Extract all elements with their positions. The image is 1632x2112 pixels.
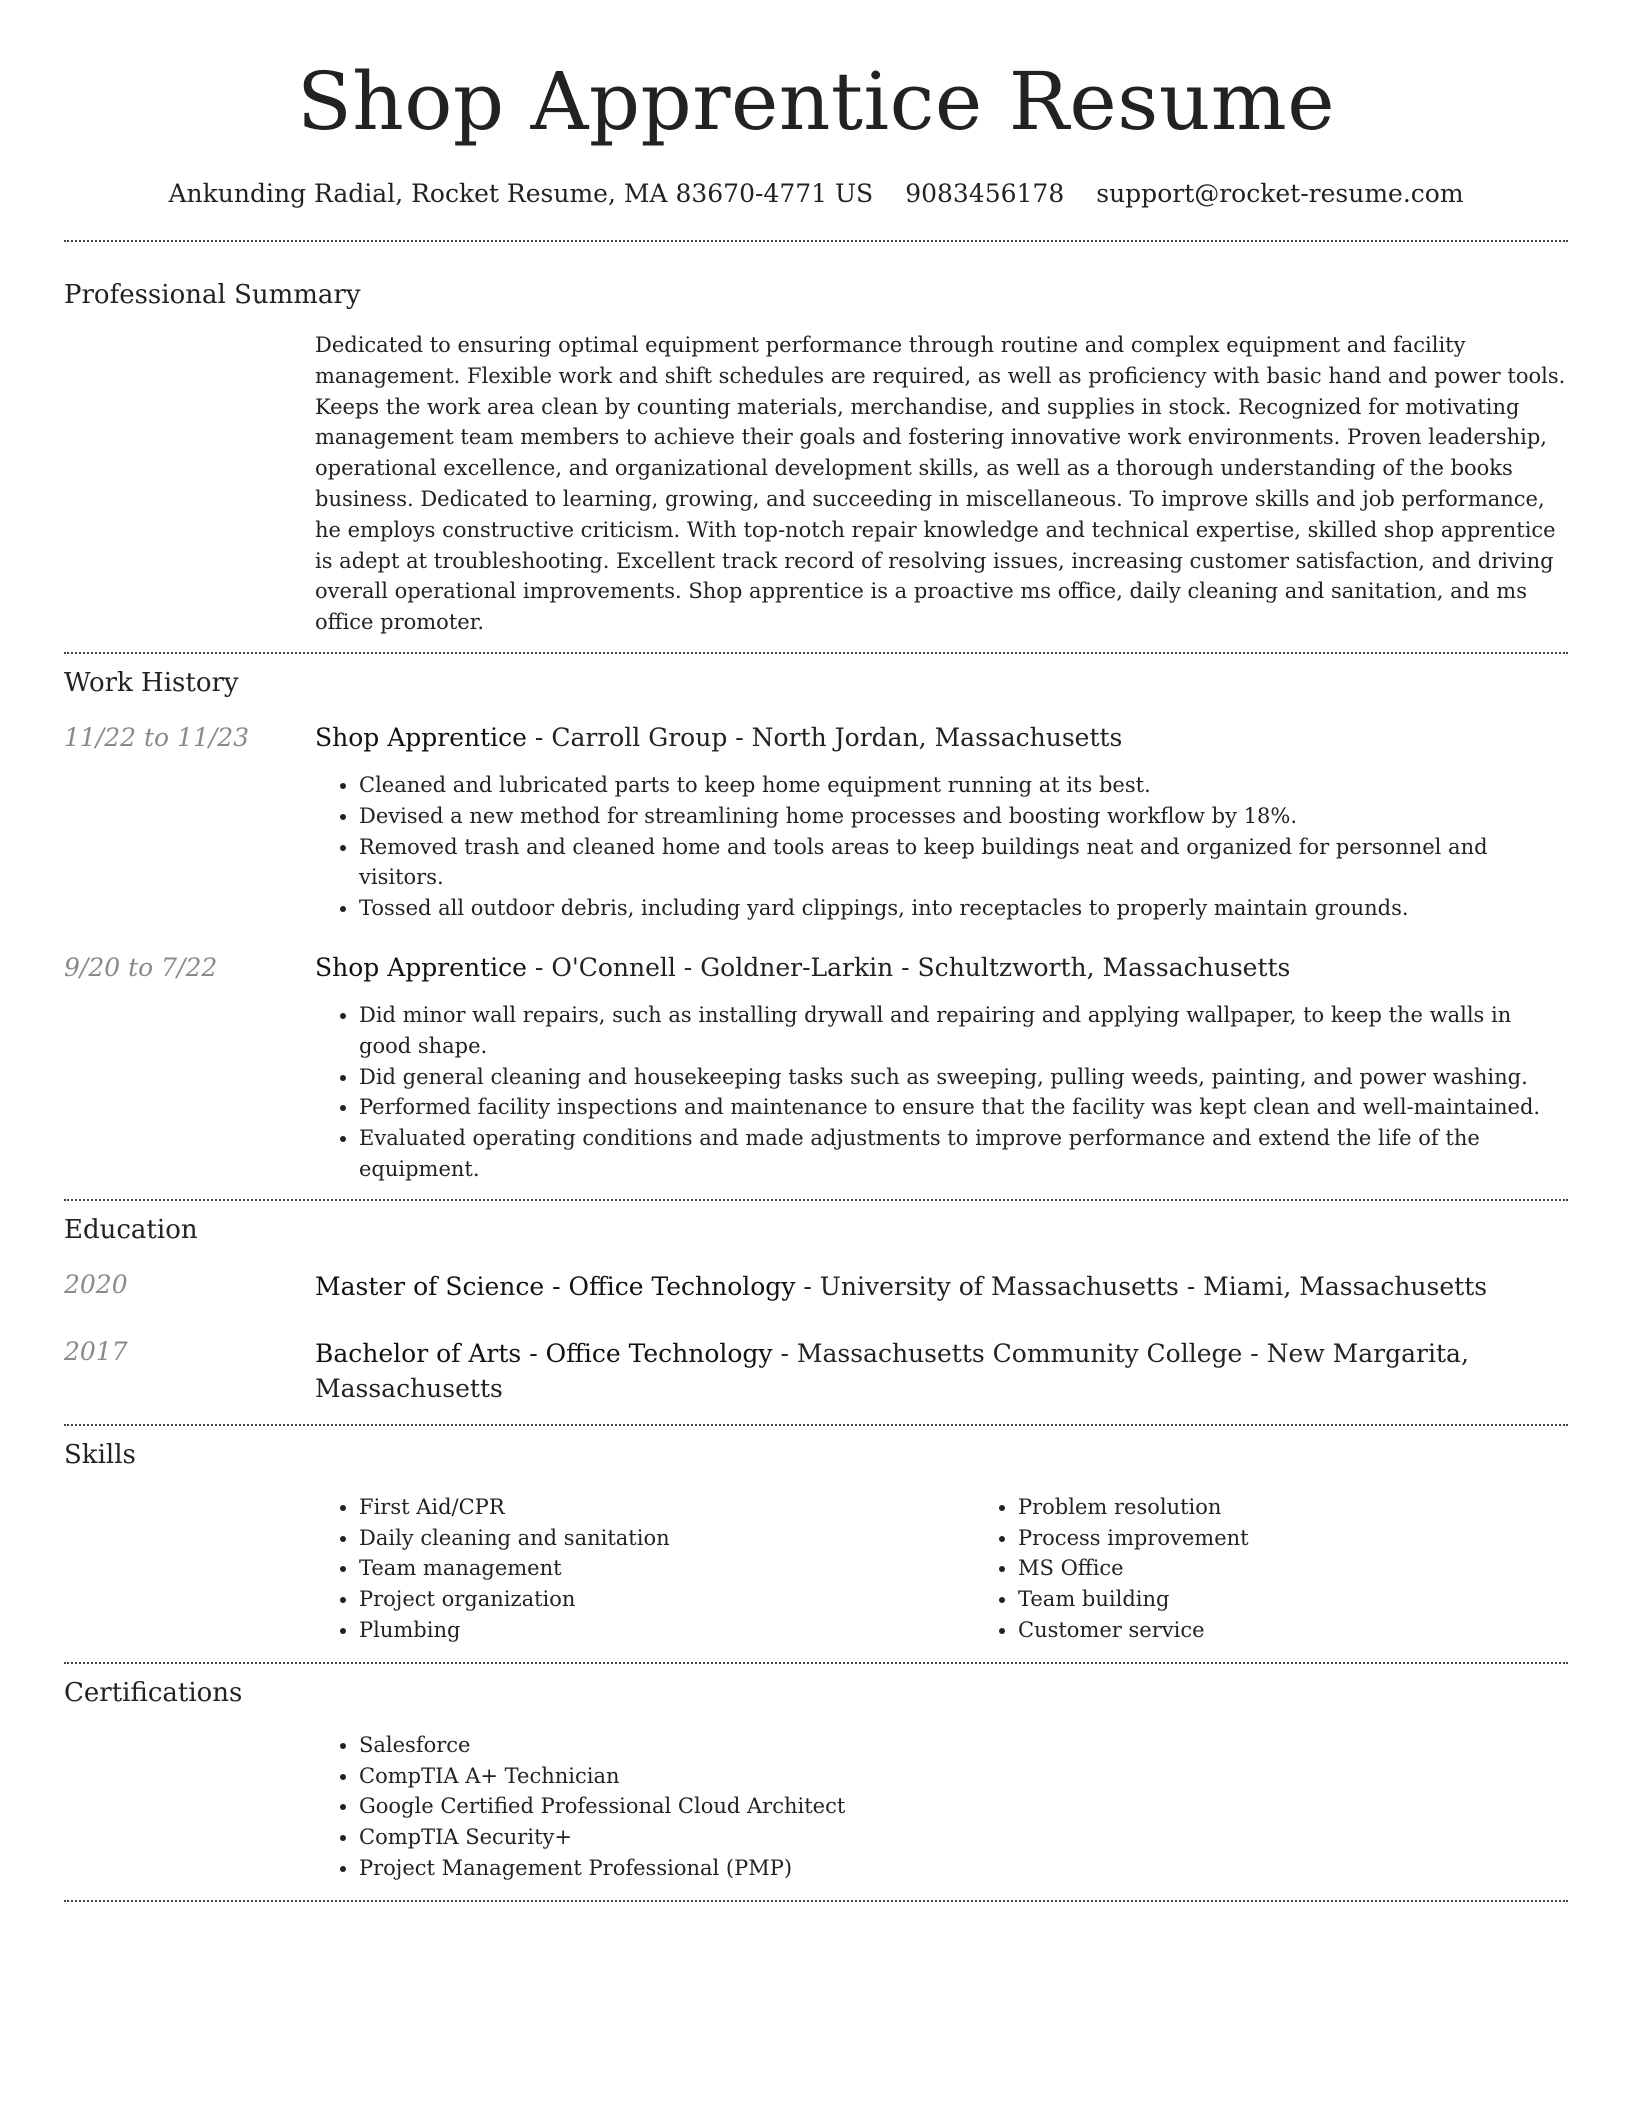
work-history-section bbox=[64, 654, 1568, 1199]
education-title bbox=[315, 1269, 1568, 1304]
education-entry bbox=[64, 1269, 1568, 1304]
contact-phone: 9083456178 bbox=[905, 179, 1065, 208]
list-item: • Problem resolution bbox=[1018, 1492, 1632, 1523]
list-item: • Did general cleaning and housekeeping tasks such as sweeping, pulling weeds, painting, and power washing. bbox=[359, 1062, 1568, 1093]
job-bullets bbox=[315, 770, 1568, 924]
skills-section bbox=[64, 1426, 1568, 1662]
list-item: • MS Office bbox=[1018, 1553, 1632, 1584]
job-employer: - O'Connell - Goldner-Larkin - Schultzworth, Massachusetts bbox=[526, 952, 1291, 982]
education-school: - University of Massachusetts - Miami, Massachusetts bbox=[795, 1271, 1488, 1301]
list-item: • CompTIA A+ Technician bbox=[359, 1761, 1568, 1792]
list-item: • Google Certified Professional Cloud Architect bbox=[359, 1791, 1568, 1822]
page-title: Shop Apprentice Resume bbox=[296, 55, 1336, 148]
list-item: • Daily cleaning and sanitation bbox=[359, 1523, 974, 1554]
skills-list bbox=[315, 1492, 974, 1646]
summary-section bbox=[64, 242, 1568, 652]
section-heading-certifications: Certifications bbox=[64, 1677, 243, 1708]
job-employer: - Carroll Group - North Jordan, Massachusetts bbox=[526, 722, 1123, 752]
job-dates: 9/20 to 7/22 bbox=[64, 952, 218, 982]
section-heading-summary: Professional Summary bbox=[64, 280, 361, 310]
contact-email: support@rocket-resume.com bbox=[1096, 179, 1464, 208]
job-role: Shop Apprentice bbox=[315, 952, 527, 982]
list-item: • Team building bbox=[1018, 1584, 1632, 1615]
education-section bbox=[64, 1201, 1568, 1424]
job-title bbox=[315, 952, 1568, 984]
list-item: • First Aid/CPR bbox=[359, 1492, 974, 1523]
summary-text: Dedicated to ensuring optimal equipment performance through routine and complex equipment and facility management. Flexible work and shift schedules are required, as well as proficiency with basic hand and power tools. Keeps the work area clean by counting materials, merchandise, and supplies in stock. Recognized for motivating management team members to achieve their goals and fostering innovative work environments. Proven leadership, operational excellence, and organizational development skills, as well as a thorough understanding of the books business. Dedicated to learning, growing, and succeeding in miscellaneous. To improve skills and job performance, he employs constructive criticism. With top-notch repair knowledge and technical expertise, skilled shop apprentice is adept at troubleshooting. Excellent track record of resolving issues, increasing customer satisfaction, and driving overall operational improvements. Shop apprentice is a proactive ms office, daily cleaning and sanitation, and ms office promoter. bbox=[315, 333, 1566, 635]
contact-address: Ankunding Radial, Rocket Resume, MA 83670-4771 US bbox=[168, 179, 874, 208]
list-item: • Devised a new method for streamlining home processes and boosting workflow by 18%. bbox=[359, 801, 1568, 832]
section-heading-work: Work History bbox=[64, 667, 239, 698]
job-bullets bbox=[315, 1000, 1568, 1185]
list-item: • Customer service bbox=[1018, 1615, 1632, 1646]
certifications-list bbox=[315, 1730, 1568, 1884]
education-entry bbox=[64, 1336, 1568, 1424]
list-item: • Salesforce bbox=[359, 1730, 1568, 1761]
job-title bbox=[315, 722, 1568, 754]
education-year: 2017 bbox=[64, 1336, 128, 1366]
list-item: • Performed facility inspections and maintenance to ensure that the facility was kept clean and well-maintained. bbox=[359, 1092, 1568, 1123]
job-dates: 11/22 to 11/23 bbox=[64, 722, 250, 752]
list-item: • Did minor wall repairs, such as installing drywall and repairing and applying wallpaper, to keep the walls in good shape. bbox=[359, 1000, 1568, 1062]
education-degree: Bachelor of Arts - Office Technology bbox=[315, 1338, 773, 1368]
job-role: Shop Apprentice bbox=[315, 722, 527, 752]
education-degree: Master of Science - Office Technology bbox=[315, 1271, 796, 1301]
divider bbox=[64, 1900, 1568, 1902]
list-item: • CompTIA Security+ bbox=[359, 1822, 1568, 1853]
list-item: • Removed trash and cleaned home and tools areas to keep buildings neat and organized for personnel and visitors. bbox=[359, 832, 1568, 894]
education-title bbox=[315, 1336, 1568, 1406]
education-school: - Massachusetts Community College - New Margarita, Massachusetts bbox=[315, 1338, 1469, 1403]
certifications-section bbox=[64, 1664, 1568, 1900]
skills-list bbox=[974, 1492, 1632, 1646]
list-item: • Tossed all outdoor debris, including yard clippings, into receptacles to properly maintain grounds. bbox=[359, 893, 1568, 924]
job-entry bbox=[64, 952, 1568, 1199]
list-item: • Team management bbox=[359, 1553, 974, 1584]
section-heading-education: Education bbox=[64, 1214, 198, 1245]
list-item: • Cleaned and lubricated parts to keep home equipment running at its best. bbox=[359, 770, 1568, 801]
list-item: • Evaluated operating conditions and made adjustments to improve performance and extend the life of the equipment. bbox=[359, 1123, 1568, 1185]
list-item: • Project organization bbox=[359, 1584, 974, 1615]
list-item: • Project Management Professional (PMP) bbox=[359, 1853, 1568, 1884]
list-item: • Plumbing bbox=[359, 1615, 974, 1646]
job-entry bbox=[64, 722, 1568, 924]
education-year: 2020 bbox=[64, 1269, 128, 1299]
list-item: • Process improvement bbox=[1018, 1523, 1632, 1554]
contact-line bbox=[64, 178, 1568, 210]
section-heading-skills: Skills bbox=[64, 1439, 136, 1470]
